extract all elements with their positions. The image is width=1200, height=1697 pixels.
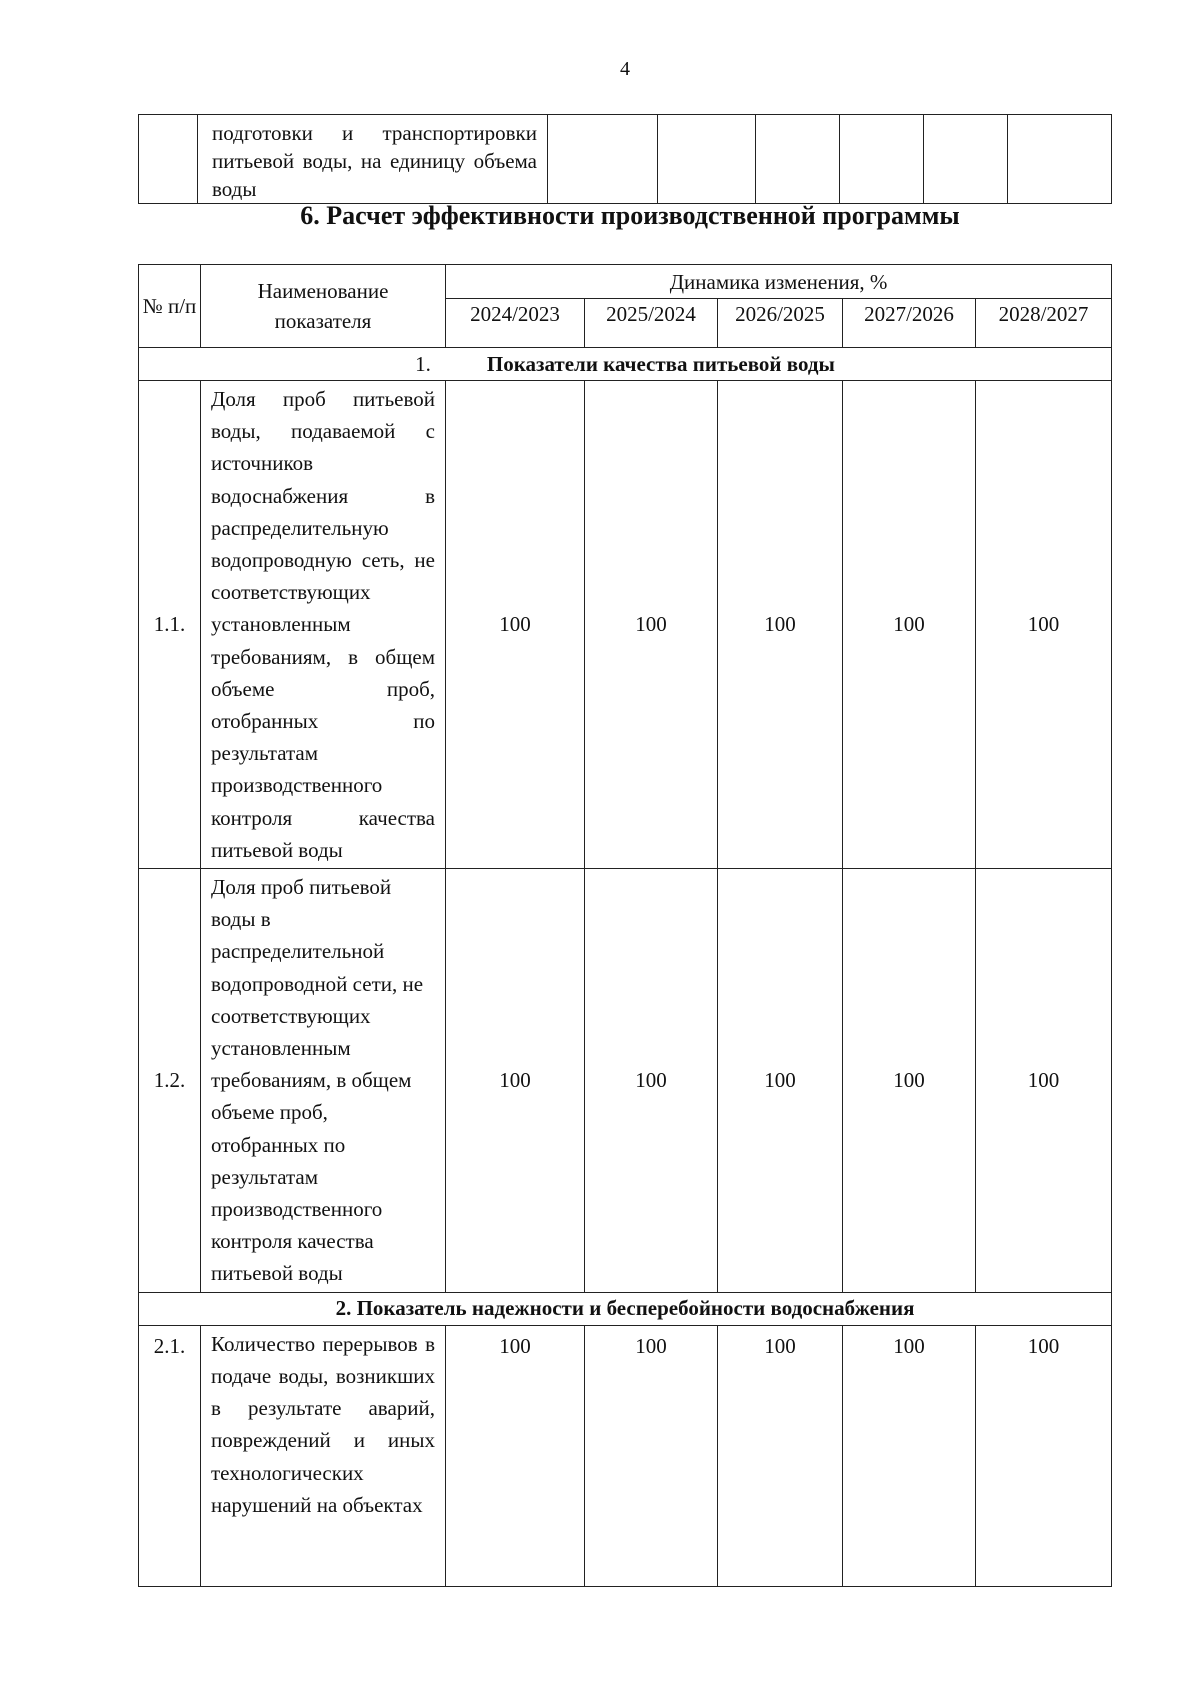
value-cell: 100 bbox=[446, 869, 585, 1293]
group-title bbox=[139, 1292, 1112, 1325]
row-index: 2.1. bbox=[139, 1325, 201, 1586]
table-row bbox=[139, 1325, 1112, 1586]
value-cell: 100 bbox=[718, 381, 843, 869]
value-cell: 100 bbox=[976, 1325, 1112, 1586]
value-cell: 100 bbox=[585, 869, 718, 1293]
table-cell bbox=[756, 115, 840, 204]
group-row bbox=[139, 348, 1112, 381]
continuation-table bbox=[138, 114, 1112, 204]
value-cell: 100 bbox=[843, 381, 976, 869]
value-cell: 100 bbox=[976, 381, 1112, 869]
col-name-header: Наименование показателя bbox=[201, 265, 446, 348]
row-index: 1.1. bbox=[139, 381, 201, 869]
year-header: 2024/2023 bbox=[446, 299, 585, 348]
value-cell: 100 bbox=[718, 1325, 843, 1586]
group-number: 1. bbox=[415, 351, 431, 376]
table-cell bbox=[840, 115, 924, 204]
col-number-header: № п/п bbox=[139, 265, 201, 348]
value-cell: 100 bbox=[718, 869, 843, 1293]
year-header: 2028/2027 bbox=[976, 299, 1112, 348]
indicator-name: Количество перерывов в подаче воды, возникших в результате аварий, повреждений и иных технологических нарушений на объектах bbox=[201, 1325, 446, 1586]
value-cell: 100 bbox=[446, 1325, 585, 1586]
value-cell: 100 bbox=[446, 381, 585, 869]
value-cell: 100 bbox=[585, 1325, 718, 1586]
table-cell bbox=[548, 115, 658, 204]
value-cell: 100 bbox=[976, 869, 1112, 1293]
table-row bbox=[139, 381, 1112, 869]
table-cell bbox=[1008, 115, 1112, 204]
indicator-name: Доля проб питьевой воды в распределительной водопроводной сети, не соответствующих установленным требованиям, в общем объеме проб, отобранных по результатам производственного контроля качества питьевой воды bbox=[201, 869, 446, 1293]
value-cell: 100 bbox=[843, 1325, 976, 1586]
table-cell bbox=[924, 115, 1008, 204]
group-label: Показатели качества питьевой воды bbox=[486, 351, 835, 376]
group-row bbox=[139, 1292, 1112, 1325]
table-row bbox=[139, 869, 1112, 1293]
section-title: 6. Расчет эффективности производственной программы bbox=[300, 201, 960, 230]
row-index: 1.2. bbox=[139, 869, 201, 1293]
efficiency-table bbox=[138, 264, 1112, 1587]
year-header: 2027/2026 bbox=[843, 299, 976, 348]
year-header: 2026/2025 bbox=[718, 299, 843, 348]
table-cell bbox=[658, 115, 756, 204]
table-cell bbox=[139, 115, 198, 204]
indicator-name-continuation: подготовки и транспортировки питьевой воды, на единицу объема воды bbox=[198, 115, 548, 204]
group-label: 2. Показатель надежности и бесперебойности водоснабжения bbox=[335, 1296, 915, 1321]
year-header: 2025/2024 bbox=[585, 299, 718, 348]
page-number: 4 bbox=[620, 58, 630, 80]
table-row bbox=[139, 115, 1112, 204]
group-title bbox=[139, 348, 1112, 381]
value-cell: 100 bbox=[585, 381, 718, 869]
indicator-name: Доля проб питьевой воды, подаваемой с источников водоснабжения в распределительную водопроводную сеть, не соответствующих установленным требованиям, в общем объеме проб, отобранных по результатам производственного контроля качества питьевой воды bbox=[201, 381, 446, 869]
header-row bbox=[139, 265, 1112, 299]
dynamics-header: Динамика изменения, % bbox=[446, 265, 1112, 299]
value-cell: 100 bbox=[843, 869, 976, 1293]
